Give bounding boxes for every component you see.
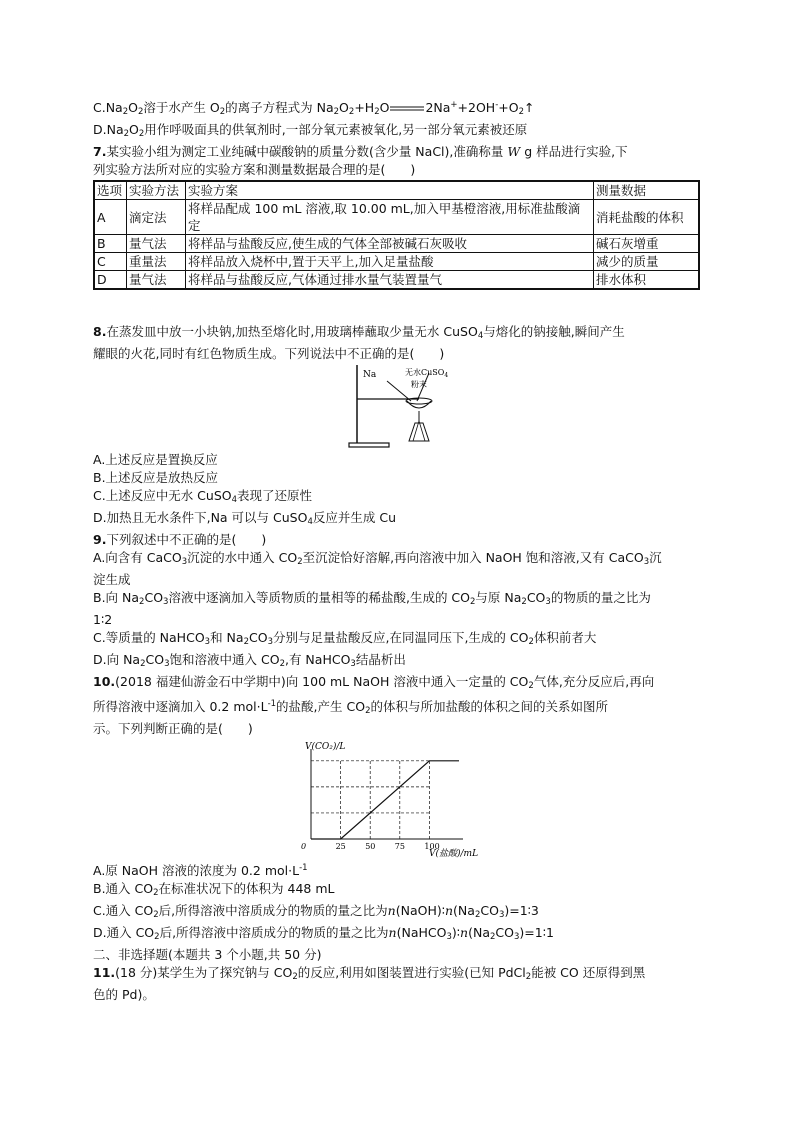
header-cell: 实验方法	[127, 181, 186, 200]
q10-stem-line2: 所得溶液中逐滴加入 0.2 $mol\cdot L^{-1}$的盐酸,产生 $CO_2$的体积与所加盐酸的体积之间的关系如图所	[93, 699, 608, 716]
header-cell: 选项	[94, 181, 127, 200]
q7-stem-line2: 列实验方法所对应的实验方案和测量数据最合理的是( )	[93, 162, 416, 177]
table-row	[94, 253, 699, 271]
q10-stem-line3: 示。下列判断正确的是( )	[93, 721, 253, 736]
q9-option-b-cont: 1∶2	[93, 612, 113, 627]
q8-stem-line2: 耀眼的火花,同时有红色物质生成。下列说法中不正确的是( )	[93, 346, 445, 361]
q9-option-b: B.向 $Na_2CO_3$溶液中逐滴加入等质物质的量相等的稀盐酸,生成的 $CO_2$与原 $Na_2CO_3$的物质的量之比为	[93, 590, 651, 607]
label-cuso4: 无水CuSO$_4$	[405, 368, 449, 379]
page-content	[93, 96, 703, 1004]
table-cell: 重量法	[127, 253, 186, 271]
table-cell: 将样品与盐酸反应,使生成的气体全部被碱石灰吸收	[186, 235, 594, 253]
q10-option-d: D.通入 $CO_2$后,所得溶液中溶质成分的物质的量之比为$n(NaHCO_3)∶n(Na_2CO_3)=1∶1$	[93, 925, 554, 942]
label-powder: 粉末	[411, 380, 427, 389]
table-cell: C	[94, 253, 127, 271]
header-cell: 测量数据	[594, 181, 700, 200]
q11-stem-line2: 色的 Pd)。	[93, 987, 155, 1002]
q10-stem-line1: 10.(2018 福建仙游金石中学期中)向 100 mL NaOH 溶液中通入一定量的 $CO_2$气体,充分反应后,再向	[93, 674, 655, 691]
q10-option-c: C.通入 $CO_2$后,所得溶液中溶质成分的物质的量之比为$n(NaOH)∶n(Na_2CO_3)=1∶3$	[93, 903, 539, 920]
chart-x-tick-label: 25	[335, 842, 346, 851]
table-cell: 消耗盐酸的体积	[594, 200, 700, 235]
table-cell: D	[94, 271, 127, 290]
table-cell: 将样品与盐酸反应,气体通过排水量气装置量气	[186, 271, 594, 290]
q7-table	[93, 180, 700, 290]
table-cell: 将样品配成 100 mL 溶液,取 10.00 mL,加入甲基橙溶液,用标准盐酸滴定	[186, 200, 594, 235]
table-cell: 将样品放入烧杯中,置于天平上,加入足量盐酸	[186, 253, 594, 271]
chart-x-tick-label: 75	[394, 842, 405, 851]
chart-x-tick-label: 50	[365, 842, 376, 851]
q8-stem-line1: 8.在蒸发皿中放一小块钠,加热至熔化时,用玻璃棒蘸取少量无水 CuSO$_4$与熔化的钠接触,瞬间产生	[93, 324, 625, 341]
table-row	[94, 271, 699, 290]
q9-option-a: A.向含有 CaCO$_3$沉淀的水中通入 $CO_2$至沉淀恰好溶解,再向溶液中加入 NaOH 饱和溶液,又有 CaCO$_3$沉	[93, 550, 662, 567]
table-row	[94, 235, 699, 253]
q8-option-d: D.加热且无水条件下,Na 可以与 CuSO$_4$反应并生成 Cu	[93, 510, 397, 527]
q8-apparatus-figure	[343, 363, 453, 451]
q9-option-c: C.等质量的 NaHCO$_3$和 $Na_2CO_3$分别与足量盐酸反应,在同温同压下,生成的 $CO_2$体积前者大	[93, 630, 597, 647]
q6-option-c: $C.Na_2O_2$溶于水产生 $O_2$的离子方程式为 $Na_2O_2+H_2O$ $2Na^++2OH^-+O_2↑$	[93, 100, 535, 117]
chart-ylabel: V(CO₂)/L	[305, 742, 346, 752]
chart-x-tick-label: 100	[424, 842, 440, 851]
chart-x-tick-label: 0	[301, 842, 307, 851]
label-na: Na	[363, 370, 377, 380]
q10-chart	[293, 739, 513, 859]
table-cell: 量气法	[127, 271, 186, 290]
table-cell: B	[94, 235, 127, 253]
table-header-row	[94, 181, 699, 200]
chart-xlabel: V(盐酸)/mL	[429, 849, 479, 859]
table-cell: 减少的质量	[594, 253, 700, 271]
q10-option-b: B.通入 $CO_2$在标准状况下的体积为 448 mL	[93, 881, 335, 898]
q9-option-a-cont: 淀生成	[93, 572, 131, 587]
q11-stem-line1: 11.(18 分)某学生为了探究钠与 $CO_2$的反应,利用如图装置进行实验(已知 PdCl$_2$能被 CO 还原得到黑	[93, 965, 646, 982]
table-cell: A	[94, 200, 127, 235]
table-cell: 碱石灰增重	[594, 235, 700, 253]
chart-series-line	[311, 761, 459, 839]
q8-option-a: A.上述反应是置换反应	[93, 452, 218, 467]
table-row	[94, 200, 699, 235]
q10-option-a: A.原 NaOH 溶液的浓度为 0.2 $mol\cdot L^{-1}$	[93, 863, 308, 878]
section-2-heading: 二、非选择题(本题共 3 个小题,共 50 分)	[93, 947, 322, 962]
q8-option-b: B.上述反应是放热反应	[93, 470, 219, 485]
q8-option-c: C.上述反应中无水 CuSO$_4$表现了还原性	[93, 488, 313, 505]
q7-stem-line1: 7.某实验小组为测定工业纯碱中碳酸钠的质量分数(含少量 NaCl),准确称量 W g 样品进行实验,下	[93, 144, 628, 159]
equation-double-line	[390, 105, 424, 113]
header-cell: 实验方案	[186, 181, 594, 200]
q9-option-d: D.向 $Na_2CO_3$饱和溶液中通入 $CO_2$,有 NaHCO$_3$结晶析出	[93, 652, 406, 669]
table-cell: 滴定法	[127, 200, 186, 235]
q6-option-d: $D.Na_2O_2$用作呼吸面具的供氧剂时,一部分氧元素被氧化,另一部分氧元素被还原	[93, 122, 528, 139]
table-cell: 量气法	[127, 235, 186, 253]
q9-stem: 9.下列叙述中不正确的是( )	[93, 532, 267, 547]
table-cell: 排水体积	[594, 271, 700, 290]
